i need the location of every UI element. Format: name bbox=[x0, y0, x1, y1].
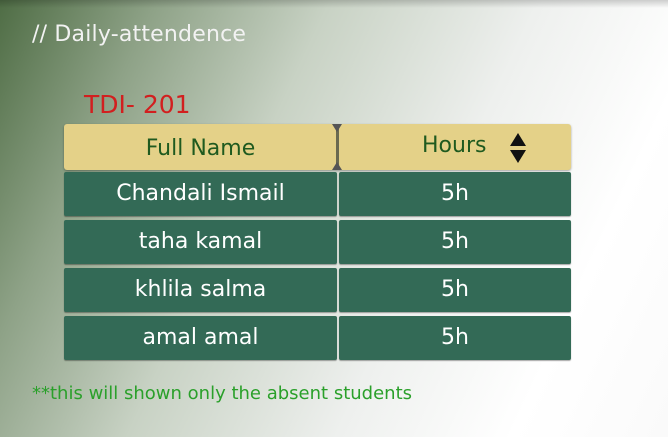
hours-cell: 5h bbox=[339, 268, 571, 312]
table-row[interactable] bbox=[64, 172, 571, 220]
table-row[interactable] bbox=[64, 268, 571, 316]
student-name-cell: amal amal bbox=[64, 316, 337, 360]
sort-icon[interactable] bbox=[509, 132, 527, 164]
column-resize-handle-bottom-icon bbox=[332, 162, 342, 170]
table-row[interactable] bbox=[64, 316, 571, 364]
student-name-cell: khlila salma bbox=[64, 268, 337, 312]
column-resize-handle-top-icon bbox=[332, 124, 342, 132]
attendance-table bbox=[64, 124, 571, 364]
student-name-cell: Chandali Ismail bbox=[64, 172, 337, 216]
table-header bbox=[64, 124, 571, 170]
absent-students-note: **this will shown only the absent students bbox=[32, 383, 413, 404]
hours-cell: 5h bbox=[339, 172, 571, 216]
class-code: TDI- 201 bbox=[84, 90, 191, 119]
table-body bbox=[64, 172, 571, 364]
hours-cell: 5h bbox=[339, 220, 571, 264]
hours-cell: 5h bbox=[339, 316, 571, 360]
column-header-hours[interactable]: Hours bbox=[422, 133, 487, 158]
student-name-cell: taha kamal bbox=[64, 220, 337, 264]
table-row[interactable] bbox=[64, 220, 571, 268]
column-header-full-name[interactable]: Full Name bbox=[145, 136, 256, 161]
page-title: // Daily-attendence bbox=[32, 22, 247, 47]
